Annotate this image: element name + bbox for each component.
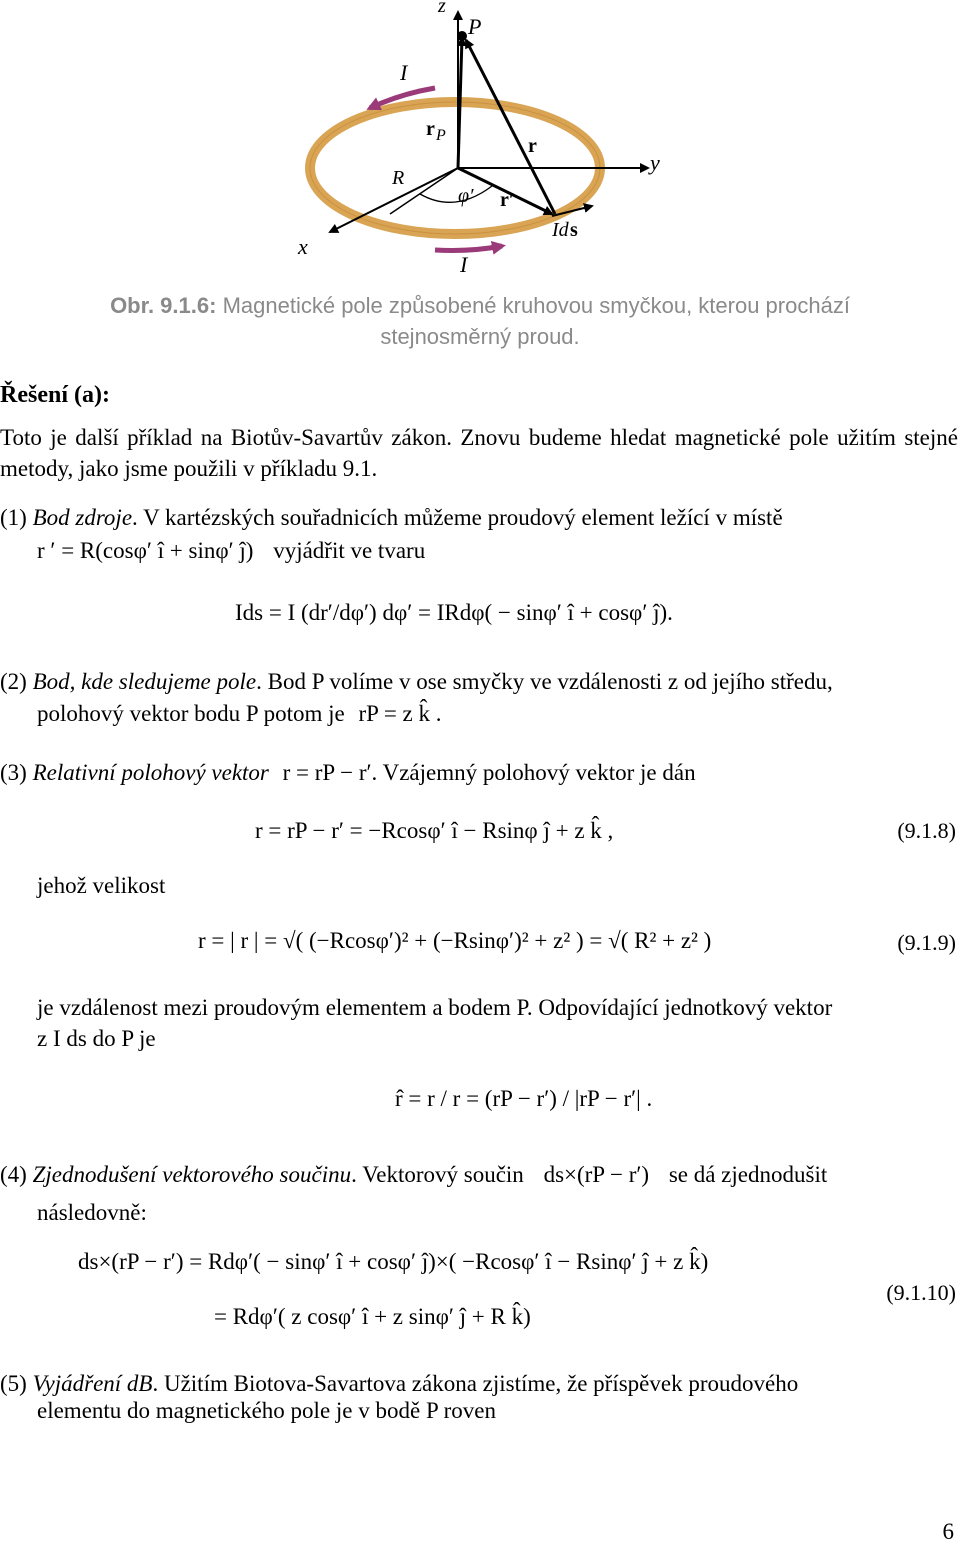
label-phi: φ′ [458,185,474,207]
step4-text [0,1162,827,1188]
step2-formula: rP = z k̂ . [358,701,442,726]
label-R: R [392,167,405,189]
step2-num: (2) [0,669,27,694]
step3-body2: je vzdálenost mezi proudovým elementem a bodem P. Odpovídající jednotkový vektor [37,995,833,1020]
step3-num: (3) [0,760,27,785]
label-P: P [468,14,482,39]
label-I-top: I [400,60,408,85]
label-x: x [298,234,308,259]
point-P [457,31,467,41]
step4-title: Zjednodušení vektorového součinu [32,1162,352,1187]
eq-9-1-8-number: (9.1.8) [897,818,956,843]
step4-body-b: se dá zjednodušit [668,1162,828,1187]
unit-vector-equation: r̂ = r / r = (rP − r′) / |rP − r′| . [395,1086,653,1111]
eq-9-1-10-number: (9.1.10) [886,1280,956,1305]
eq-9-1-8: r = rP − r′ = −Rcosφ′ î − Rsinφ ĵ + z k̂ , [255,818,614,843]
figure-caption [0,290,960,352]
page-number: 6 [942,1519,954,1544]
step3-text [0,760,696,786]
step5-body: . Užitím Biotova-Savartova zákona zjistíme, že příspěvek proudového [152,1371,799,1396]
label-rprime: r′ [500,189,515,211]
caption-label: Obr. 9.1.6: [110,293,217,318]
step2-title: Bod, kde sledujeme pole [32,669,257,694]
step3-mid: jehož velikost [37,873,166,898]
step3-body: . Vzájemný polohový vektor je dán [371,760,696,785]
label-r: r [528,135,537,157]
label-Id-s: s [570,219,578,241]
step2-body2: polohový vektor bodu P potom je [37,701,345,726]
step5-num: (5) [0,1371,27,1396]
step2-text [0,666,958,697]
step4-num: (4) [0,1162,27,1187]
label-rP-sub: P [436,127,446,144]
step1-equation: Ids = I (dr′/dφ′) dφ′ = IRdφ( − sinφ′ î + cosφ′ ĵ). [235,600,673,625]
step5-text [0,1368,958,1399]
step4-body: . Vektorový součin [351,1162,524,1187]
step1-num: (1) [0,505,27,530]
step4-text2: následovně: [37,1200,147,1225]
intro-paragraph: Toto je další příklad na Biotův-Savartův zákon. Znovu budeme hledat magnetické pole užitím stejné metody, jako jsme použili v příkladu 9.1. [0,425,958,481]
step1-line2 [37,538,425,564]
label-I-bottom: I [460,252,468,277]
label-rP: r [426,118,435,140]
step1-text [0,502,958,533]
eq-9-1-10-line1: ds×(rP − r′) = Rdφ′( − sinφ′ î + cosφ′ ĵ)×( −Rcosφ′ î − Rsinφ′ ĵ + z k̂) [78,1249,709,1274]
step1-body: . V kartézských souřadnicích můžeme proudový element ležící v místě [132,505,783,530]
phi-arc [420,186,492,202]
current-loop-figure [270,0,690,280]
eq-9-1-9: r = | r | = √( (−Rcosφ′)² + (−Rsinφ′)² + z² ) = √( R² + z² ) [198,928,712,953]
step3-title: Relativní polohový vektor [32,760,269,785]
step3-body3: z I ds do P je [37,1026,156,1051]
solution-heading: Řešení (a): [0,382,110,408]
step2-body: . Bod P volíme v ose smyčky ve vzdálenosti z od jejího středu, [256,669,833,694]
step3-text2 [37,992,957,1054]
step2-line2 [37,701,442,727]
r-vector [466,40,555,214]
label-Id: Id [552,219,569,241]
caption-line2: stejnosměrný proud. [380,324,580,349]
step3-formula: r = rP − r′ [282,760,372,785]
step1-formula: r ′ = R(cosφ′ î + sinφ′ ĵ) [37,538,254,563]
current-arrow-bottom [435,246,502,251]
eq-9-1-10-line2: = Rdφ′( z cosφ′ î + z sinφ′ ĵ + R k̂) [214,1304,531,1329]
step4-formula: ds×(rP − r′) [543,1162,650,1187]
eq-9-1-9-number: (9.1.9) [897,930,956,955]
step1-tail: vyjádřit ve tvaru [273,538,426,563]
step5-title: Vyjádření dB [32,1371,153,1396]
step1-title: Bod zdroje [32,505,133,530]
caption-line1: Magnetické pole způsobené kruhovou smyčkou, kterou prochází [222,293,850,318]
step5-text2: elementu do magnetického pole je v bodě P roven [37,1398,497,1423]
label-z: z [438,0,446,17]
label-y: y [650,150,660,175]
